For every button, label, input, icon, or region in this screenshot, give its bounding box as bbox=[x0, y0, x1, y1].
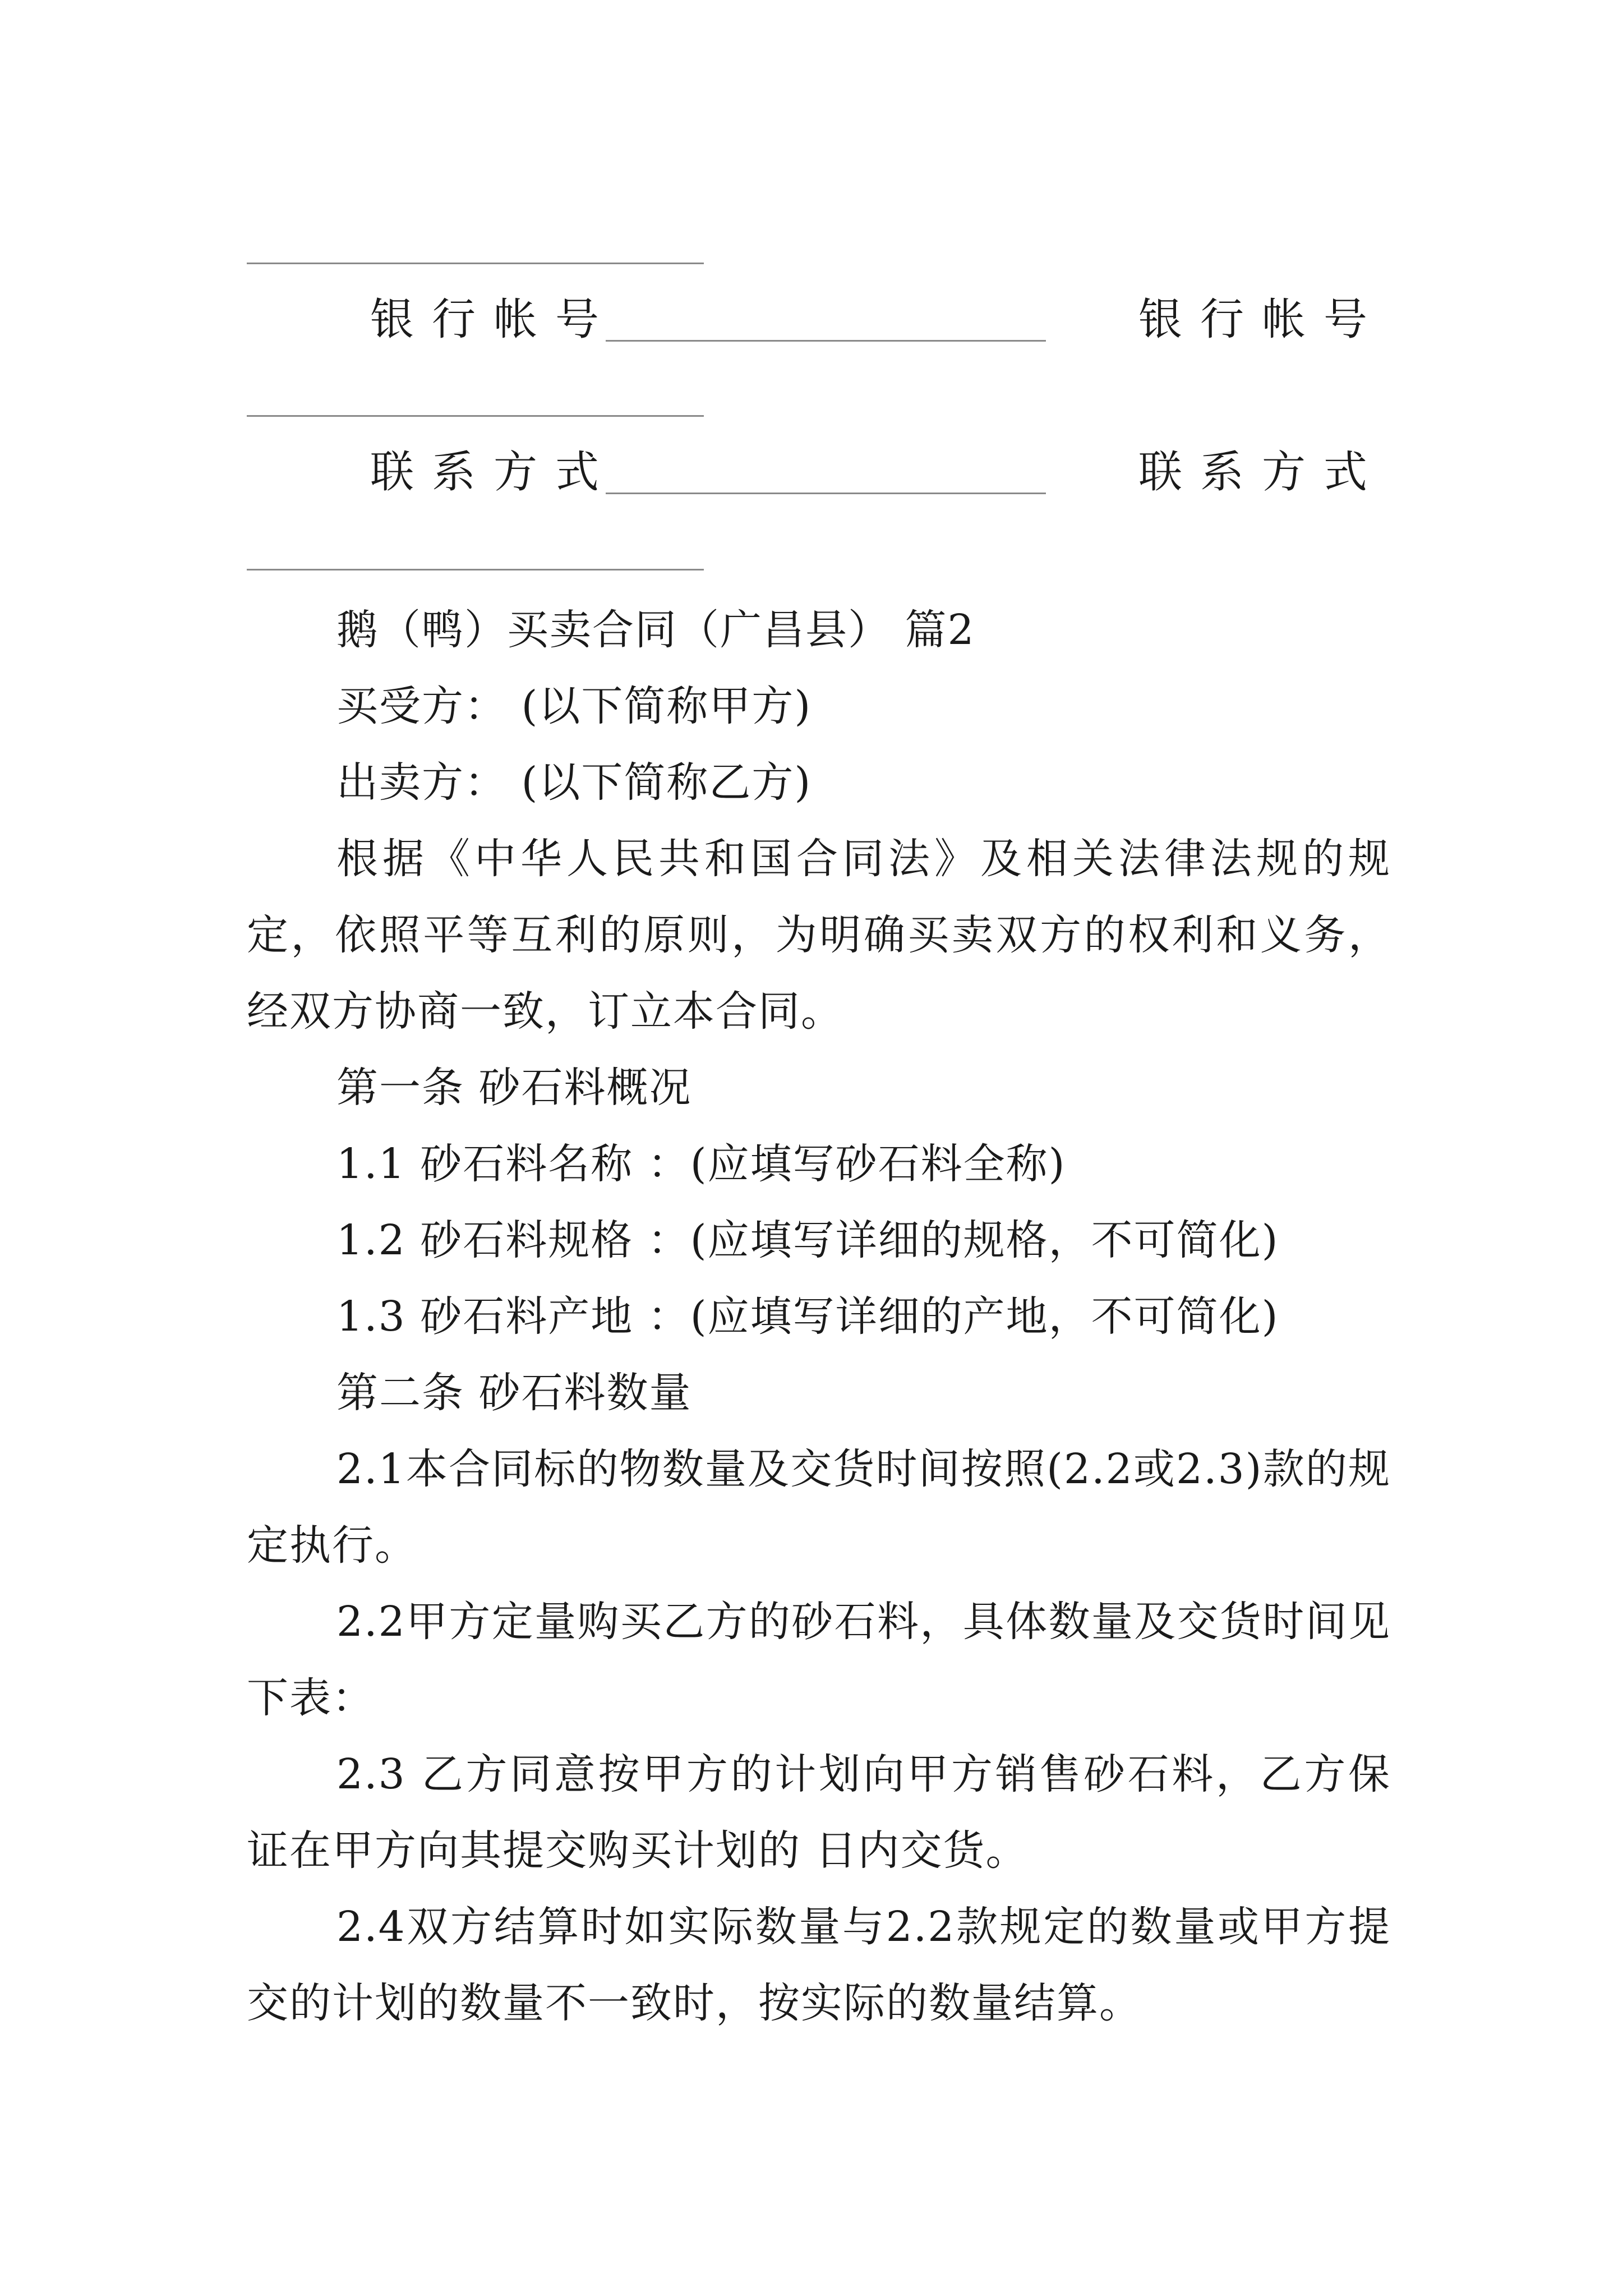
article-2-title: 第二条 砂石料数量 bbox=[336, 1369, 692, 1417]
bank-account-label: 银行帐号 bbox=[370, 295, 617, 345]
contact-blank[interactable] bbox=[606, 493, 1046, 494]
clause-2-2: 2.2甲方定量购买乙方的砂石料，具体数量及交货时间见下表： bbox=[247, 1598, 1391, 1722]
clause-2-3: 2.3 乙方同意按甲方的计划向甲方销售砂石料，乙方保证在甲方向其提交购买计划的 日内交货。 bbox=[247, 1750, 1391, 1875]
contact-label: 联系方式 bbox=[370, 447, 617, 498]
contact-label-right: 联系方式 bbox=[1138, 447, 1385, 498]
blank-underline bbox=[247, 263, 704, 264]
bank-account-label-right: 银行帐号 bbox=[1138, 295, 1385, 345]
seller-line: 出卖方： (以下简称乙方) bbox=[336, 758, 812, 807]
article-1-title: 第一条 砂石料概况 bbox=[336, 1064, 692, 1112]
contract-body bbox=[247, 592, 1391, 2041]
clause-1-2: 1.2 砂石料规格 ：(应填写详细的规格，不可简化) bbox=[336, 1216, 1279, 1264]
clause-2-1: 2.1本合同标的物数量及交货时间按照(2.2或2.3)款的规定执行。 bbox=[247, 1445, 1391, 1570]
contact-row bbox=[247, 439, 1385, 506]
clause-2-4: 2.4双方结算时如实际数量与2.2款规定的数量或甲方提交的计划的数量不一致时，按实际的数量结算。 bbox=[247, 1903, 1391, 2027]
contract-heading: 鹅（鸭）买卖合同（广昌县） 篇2 bbox=[336, 606, 975, 654]
preamble-paragraph: 根据《中华人民共和国合同法》及相关法律法规的规定，依照平等互利的原则，为明确买卖双方的权利和义务，经双方协商一致，订立本合同。 bbox=[247, 835, 1391, 1036]
blank-underline bbox=[247, 569, 704, 570]
buyer-line: 买受方： (以下简称甲方) bbox=[336, 682, 812, 730]
bank-account-row bbox=[247, 286, 1385, 353]
clause-1-3: 1.3 砂石料产地 ：(应填写详细的产地，不可简化) bbox=[336, 1292, 1279, 1341]
clause-1-1: 1.1 砂石料名称 ：(应填写砂石料全称) bbox=[336, 1140, 1066, 1188]
blank-underline bbox=[247, 415, 704, 417]
bank-account-blank[interactable] bbox=[606, 340, 1046, 342]
